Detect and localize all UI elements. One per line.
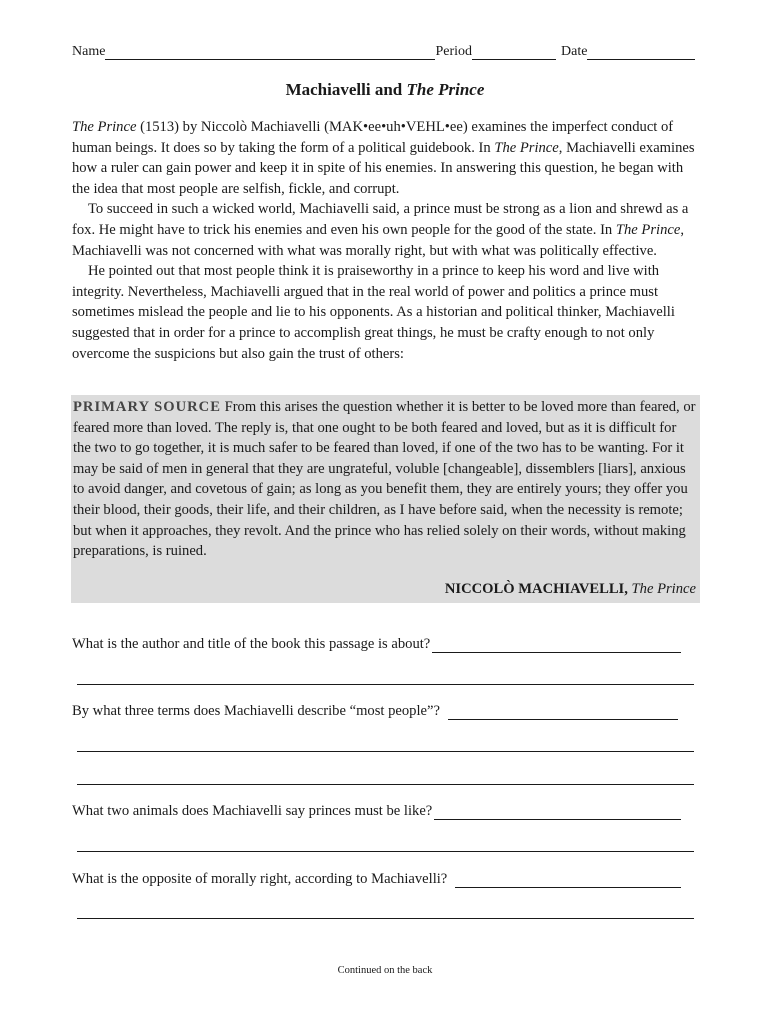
attribution-author: NICCOLÒ MACHIAVELLI, [444, 581, 628, 597]
answer-4-line[interactable] [77, 918, 694, 919]
paragraph-2 [72, 199, 698, 261]
intro-text [72, 117, 698, 364]
paragraph-3: He pointed out that most people think it is praiseworthy in a prince to keep his word and live with integrity. Nevertheless, Machiavelli argued that in the real world of power and politics a prince must sometimes mislead the people and lie to his opponents. As a historian and political thinker, Machiavelli suggested that in order for a prince to accomplish great things, he must be crafty enough to not only overcome the suspicions but also gain the trust of others: [72, 263, 675, 362]
answer-1-blank[interactable] [432, 638, 681, 653]
question-4-text: What is the opposite of morally right, according to Machiavelli? [72, 871, 448, 887]
primary-source-label: PRIMARY SOURCE [73, 399, 221, 415]
answer-1-line[interactable] [77, 684, 694, 685]
date-label: Date [561, 44, 588, 59]
name-field[interactable] [105, 45, 435, 60]
question-1-text: What is the author and title of the book this passage is about? [72, 636, 431, 652]
answer-4-blank[interactable] [455, 873, 681, 888]
page-title [0, 80, 770, 100]
book-title-italic: The Prince [615, 221, 681, 238]
question-4 [72, 871, 698, 891]
paragraph-1-text-b: , Machiavelli examines how a ruler can gain power and keep it in spite of his enemies. In answering this question, he began with the idea that most people are selfish, fickle, and corrupt. [72, 139, 695, 197]
primary-source-text [73, 397, 697, 562]
answer-2-line[interactable] [77, 784, 694, 785]
period-label: Period [435, 44, 472, 59]
question-3 [72, 803, 698, 823]
period-field[interactable] [472, 45, 556, 60]
question-2 [72, 703, 698, 723]
paragraph-1-text-a: (1513) by Niccolò Machiavelli (MAK•ee•uh•VEHL•ee) examines the imperfect conduct of human beings. It does so by taking the form of a political guidebook. In [72, 119, 674, 156]
paragraph-2-text-b: , Machiavelli was not concerned with what was morally right, but with what was politically effective. [72, 221, 684, 259]
question-1 [72, 636, 698, 656]
book-title-italic: The Prince [494, 139, 559, 156]
header-fields [72, 44, 698, 64]
question-2-text: By what three terms does Machiavelli describe “most people”? [72, 703, 440, 719]
paragraph-2-text-a: To succeed in such a wicked world, Machiavelli said, a prince must be strong as a lion and shrewd as a fox. He might have to trick his enemies and even his own people for the good of the state. In [72, 201, 689, 238]
answer-2-line[interactable] [77, 751, 694, 752]
book-title-italic: The Prince [72, 119, 137, 135]
primary-source-quote: From this arises the question whether it is better to be loved more than feared, or feared more than loved. The reply is, that one ought to be both feared and loved, but as it is difficult for the two to go together, it is much safer to be feared than loved, if one of the two has to be wanting. For it may be said of men in general that they are ungrateful, voluble [changeable], dissemblers [liars], anxious to avoid danger, and covetous of gain; as long as you benefit them, they are entirely yours; they offer you their blood, their goods, their life, and their children, as I have before said, when the necessity is remote; but when it approaches, they revolt. And the prince who has relied solely on their words, without making preparations, is ruined. [73, 399, 696, 560]
answer-3-blank[interactable] [434, 805, 681, 820]
title-prefix: Machiavelli and [285, 80, 407, 99]
primary-source-box [71, 395, 700, 603]
date-field[interactable] [587, 45, 695, 60]
continued-note: Continued on the back [337, 965, 433, 976]
attribution-work: The Prince [631, 581, 696, 597]
answer-3-line[interactable] [77, 851, 694, 852]
paragraph-1 [72, 117, 698, 199]
question-3-text: What two animals does Machiavelli say princes must be like? [72, 803, 433, 819]
answer-2-blank[interactable] [448, 705, 678, 720]
primary-source-attribution [445, 581, 696, 598]
title-italic: The Prince [406, 80, 485, 99]
name-label: Name [72, 44, 106, 59]
